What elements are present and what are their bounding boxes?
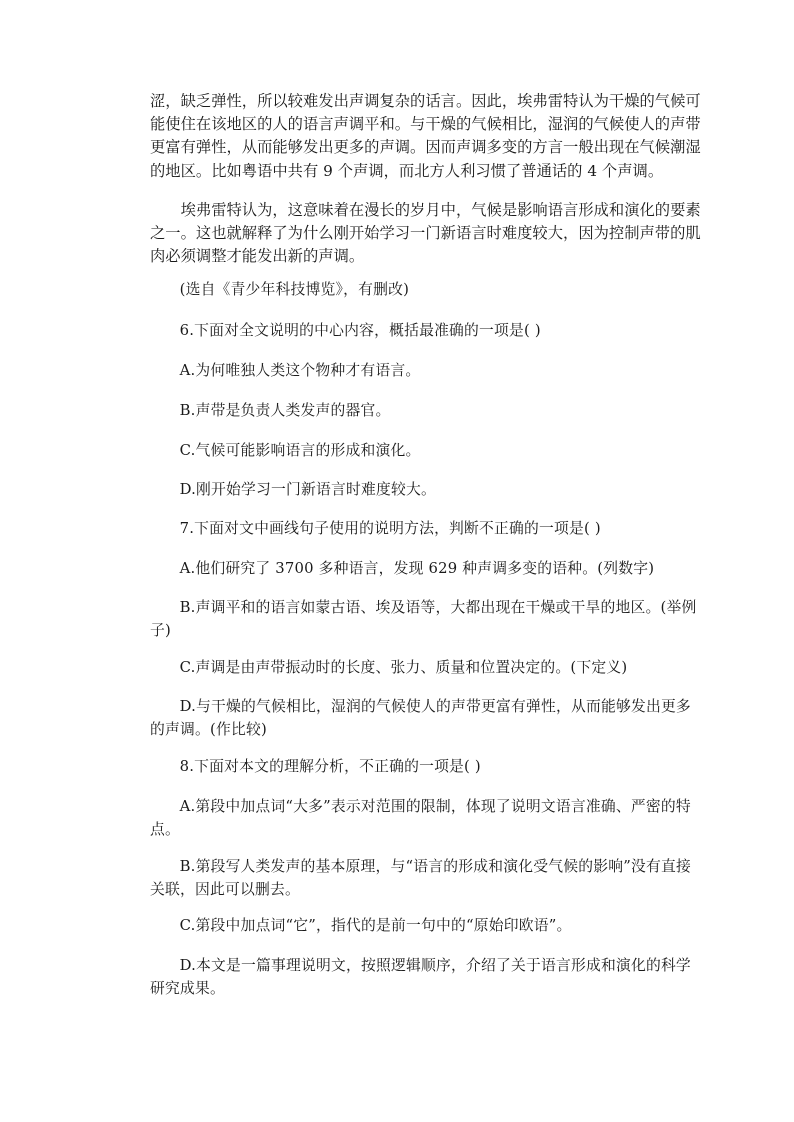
passage-paragraph-1: 涩，缺乏弹性，所以较难发出声调复杂的话言。因此，埃弗雷特认为干燥的气候可能使住在该地区的人的语言声调平和。与干燥的气候相比，湿润的气候使人的声带更富有弹性，从而能够发出更多的声调。因而声调多变的方言一般出现在气候潮湿的地区。比如粤语中共有 9 个声调，而北方人利习惯了普通话的 4 个声调。 <box>150 92 701 180</box>
question-7-option-b: B.声调平和的语言如蒙古语、埃及语等，大都出现在干燥或干旱的地区。(举例子) <box>150 599 697 640</box>
question-8-option-b: B.第段写人类发声的基本原理，与“语言的形成和演化受气候的影响”没有直接关联，因此可以删去。 <box>150 858 692 899</box>
question-8-option-d: D.本文是一篇事理说明文，按照逻辑顺序，介绍了关于语言形成和演化的科学研究成果。 <box>150 957 691 998</box>
question-8-option-c: C.第段中加点词“它”，指代的是前一句中的“原始印欧语”。 <box>179 917 572 934</box>
question-8-stem: 8.下面对本文的理解分析，不正确的一项是( ) <box>179 758 481 775</box>
question-7-option-c: C.声调是由声带振动时的长度、张力、质量和位置决定的。(下定义) <box>179 659 628 676</box>
question-7-stem: 7.下面对文中画线句子使用的说明方法，判断不正确的一项是( ) <box>179 520 601 537</box>
question-6-option-d: D.刚开始学习一门新语言时难度较大。 <box>179 481 436 498</box>
question-6-stem: 6.下面对全文说明的中心内容，概括最准确的一项是( ) <box>179 322 541 339</box>
passage-source: (选自《青少年科技博览》，有删改) <box>179 281 410 298</box>
question-6-option-b: B.声带是负责人类发声的器官。 <box>179 402 391 419</box>
question-6-option-c: C.气候可能影响语言的形成和演化。 <box>179 442 421 459</box>
question-6-option-a: A.为何唯独人类这个物种才有语言。 <box>179 362 421 379</box>
passage-paragraph-2: 埃弗雷特认为，这意味着在漫长的岁月中，气候是影响语言形成和演化的要素之一。这也就解释了为什么刚开始学习一门新语言时难度较大，因为控制声带的肌肉必须调整才能发出新的声调。 <box>150 201 701 266</box>
question-8-option-a: A.第段中加点词“大多”表示对范围的限制，体现了说明文语言准确、严密的特点。 <box>150 798 691 839</box>
question-7-option-d: D.与干燥的气候相比，湿润的气候使人的声带更富有弹性，从而能够发出更多的声调。(作比较) <box>150 698 691 739</box>
question-7-option-a: A.他们研究了 3700 多种语言，发现 629 种声调多变的语种。(列数字) <box>179 560 655 577</box>
